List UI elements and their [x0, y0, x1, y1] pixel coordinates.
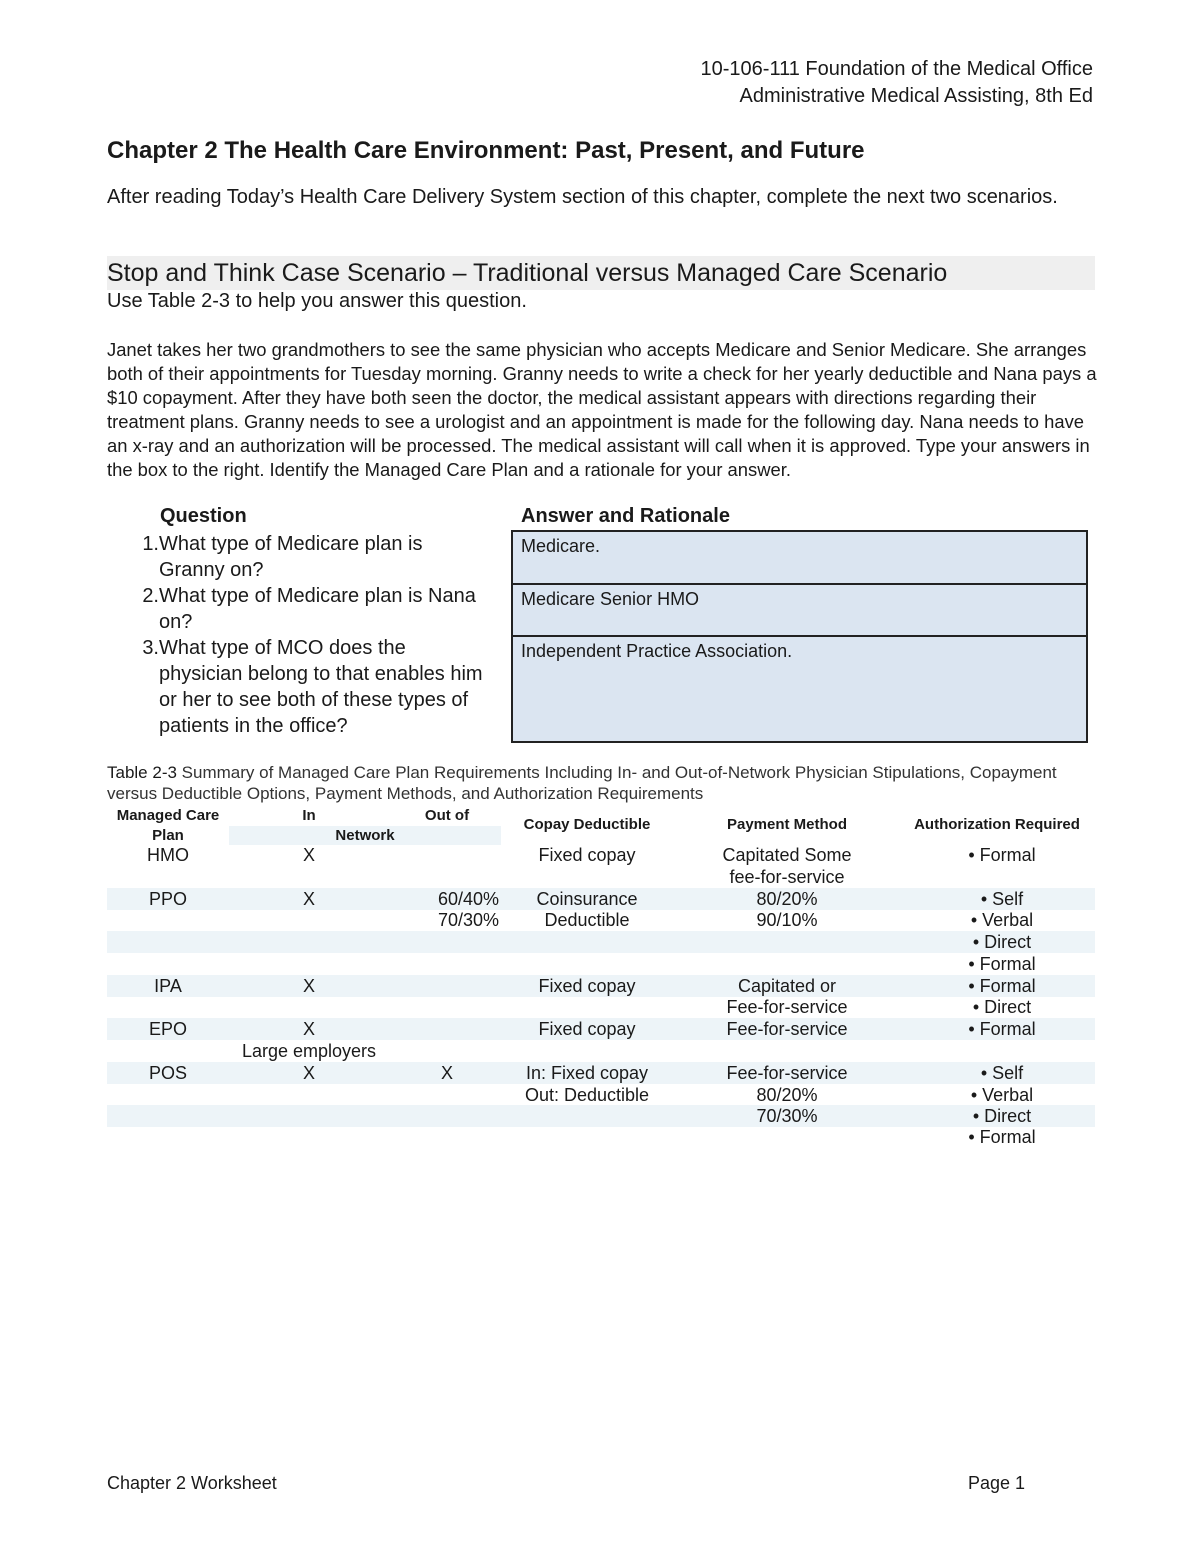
table-row — [107, 844, 1095, 866]
table-row — [107, 1062, 1095, 1084]
col-header-auth: Authorization Required — [914, 816, 1080, 833]
question-number: 3. — [142, 637, 159, 659]
cell-auth: • Self — [980, 1063, 1024, 1083]
cell-copay: Coinsurance — [536, 889, 638, 909]
col-header-plan: Managed Care Plan — [116, 807, 220, 844]
cell-payment: 80/20% — [756, 889, 818, 909]
cell-auth: • Formal — [968, 976, 1036, 996]
cell-copay: Fixed copay — [538, 1019, 636, 1039]
question-1 — [125, 531, 495, 583]
cell-plan: IPA — [154, 976, 182, 996]
cell-auth: • Direct — [972, 997, 1032, 1017]
cell-payment: Fee-for-service — [726, 997, 848, 1017]
cell-copay: In: Fixed copay — [525, 1063, 649, 1083]
footer-left: Chapter 2 Worksheet — [107, 1473, 277, 1493]
cell-payment: 70/30% — [756, 1106, 818, 1126]
cell-in: X — [302, 1063, 315, 1083]
cell-out: 70/30% — [437, 910, 499, 930]
cell-in: X — [302, 845, 315, 865]
col-header-out: Out of — [424, 807, 470, 824]
table-row — [107, 1040, 1095, 1062]
table-row — [107, 866, 1095, 888]
question-number: 2. — [142, 585, 159, 607]
cell-copay: Out: Deductible — [524, 1085, 650, 1105]
section-subheading: Use Table 2-3 to help you answer this question. — [107, 290, 527, 312]
cell-copay: Deductible — [544, 910, 630, 930]
table-row — [107, 1105, 1095, 1127]
cell-payment: Capitated Some — [722, 845, 852, 865]
col-header-payment: Payment Method — [726, 816, 847, 833]
cell-plan: PPO — [148, 889, 187, 909]
col-header-network: Network — [335, 827, 395, 844]
cell-in: X — [302, 889, 315, 909]
cell-auth: • Verbal — [970, 910, 1034, 930]
cell-payment: Fee-for-service — [726, 1019, 848, 1039]
answer-field-1[interactable]: Medicare. — [513, 532, 1086, 585]
cell-auth: • Formal — [968, 1127, 1036, 1147]
col-header-copay: Copay Deductible — [523, 816, 651, 833]
cell-out: X — [440, 1063, 453, 1083]
col-header-in: In — [302, 807, 316, 824]
table-caption — [107, 762, 1097, 804]
table-row — [107, 1018, 1095, 1040]
scenario-text: Janet takes her two grandmothers to see the same physician who accepts Medicare and Senior Medicare. She arranges both of their appointments for Tuesday morning. Granny needs to write a check for her yearly deductible and Nana pays a $10 copayment. After they have both seen the doctor, the medical assistant appears with directions regarding their treatment plans. Granny needs to see a urologist and an appointment is made for the following day. Nana needs to have an x-ray and an authorization will be processed. The medical assistant will call when it is approved. Type your answers in the box to the right. Identify the Managed Care Plan and a rationale for your answer. — [107, 339, 1097, 480]
table-row — [107, 996, 1095, 1018]
footer-page-number: Page 1 — [967, 1473, 1025, 1493]
page-title: Chapter 2 The Health Care Environment: Past, Present, and Future — [107, 137, 865, 164]
header-book: Administrative Medical Assisting, 8th Ed — [739, 85, 1093, 107]
cell-plan: EPO — [148, 1019, 187, 1039]
cell-payment: fee-for-service — [729, 867, 845, 887]
answer-box — [511, 530, 1088, 743]
cell-in: X — [302, 976, 315, 996]
cell-auth: • Formal — [968, 1019, 1036, 1039]
cell-out: 60/40% — [437, 889, 499, 909]
cell-payment: 90/10% — [756, 910, 818, 930]
cell-payment: Fee-for-service — [726, 1063, 848, 1083]
answer-header: Answer and Rationale — [521, 505, 730, 527]
table-row — [107, 888, 1095, 910]
cell-payment: 80/20% — [756, 1085, 818, 1105]
table-row — [107, 909, 1095, 931]
question-text: What type of Medicare plan is Granny on? — [159, 533, 423, 581]
answer-field-2[interactable]: Medicare Senior HMO — [513, 585, 1086, 637]
table-row — [107, 1084, 1095, 1106]
answer-field-3[interactable]: Independent Practice Association. — [513, 637, 1086, 741]
intro-text: After reading Today’s Health Care Delivery System section of this chapter, complete the next two scenarios. — [107, 186, 1058, 208]
cell-auth: • Formal — [968, 954, 1036, 974]
cell-auth: • Direct — [972, 1106, 1032, 1126]
cell-auth: • Formal — [968, 845, 1036, 865]
table-row — [107, 975, 1095, 997]
table-row — [107, 1126, 1095, 1148]
question-3 — [125, 635, 495, 739]
cell-in: X — [302, 1019, 315, 1039]
header-course: 10-106-111 Foundation of the Medical Office — [700, 58, 1093, 80]
cell-copay: Fixed copay — [538, 845, 636, 865]
cell-plan: POS — [148, 1063, 187, 1083]
cell-in: Large employers — [241, 1041, 377, 1061]
question-number: 1. — [142, 533, 159, 555]
cell-plan: HMO — [147, 845, 189, 865]
cell-auth: • Direct — [972, 932, 1032, 952]
question-text: What type of MCO does the physician belong to that enables him or her to see both of these types of patients in the office? — [159, 637, 483, 737]
question-text: What type of Medicare plan is Nana on? — [159, 585, 476, 633]
section-heading: Stop and Think Case Scenario – Traditional versus Managed Care Scenario — [107, 259, 948, 287]
cell-auth: • Verbal — [970, 1085, 1034, 1105]
question-2 — [125, 583, 495, 635]
table-caption-text: Summary of Managed Care Plan Requirements Including In- and Out-of-Network Physician Stipulations, Copayment versus Deductible Options, Payment Methods, and Authorization Requirements — [107, 763, 1057, 803]
cell-auth: • Self — [980, 889, 1024, 909]
table-row — [107, 931, 1095, 953]
table-row — [107, 953, 1095, 975]
question-header: Question — [160, 505, 247, 527]
cell-copay: Fixed copay — [538, 976, 636, 996]
cell-payment: Capitated or — [737, 976, 837, 996]
table-caption-label: Table 2-3 — [107, 763, 177, 782]
